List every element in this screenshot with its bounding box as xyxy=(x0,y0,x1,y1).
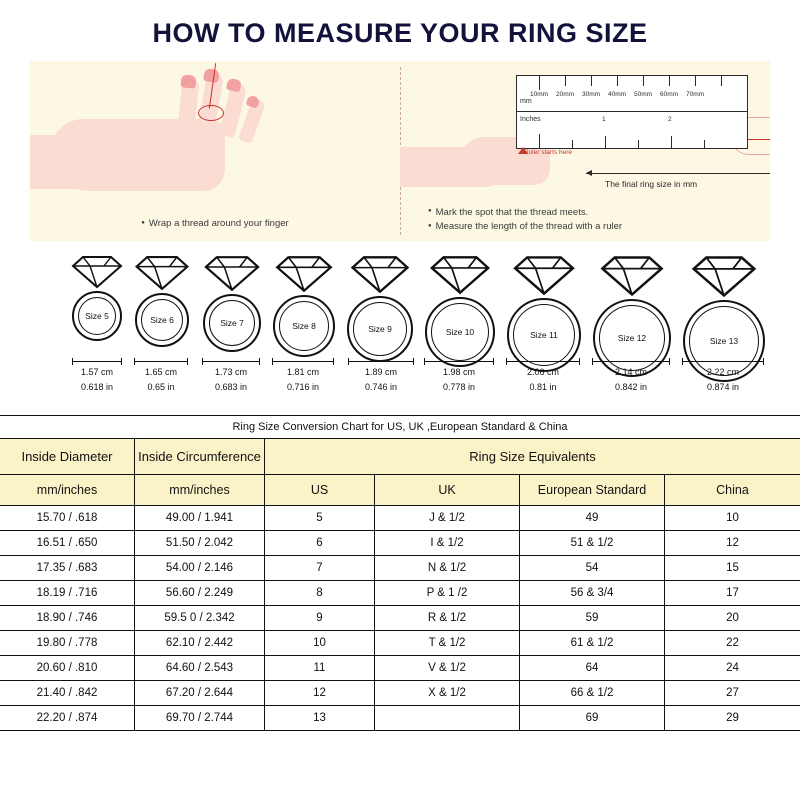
ruler-inch-row: 1 2 xyxy=(517,112,747,148)
cell-diameter: 16.51 / .650 xyxy=(0,531,135,556)
cell-uk: T & 1/2 xyxy=(375,631,520,656)
cell-uk: N & 1/2 xyxy=(375,556,520,581)
dimension-bar xyxy=(424,361,494,362)
diamond-icon xyxy=(134,255,190,291)
ring-dimension: 1.89 cm 0.746 in xyxy=(364,367,398,392)
cell-circumference: 54.00 / 2.146 xyxy=(135,556,265,581)
cell-uk: P & 1 /2 xyxy=(375,581,520,606)
subheader-diameter-units: mm/inches xyxy=(0,475,135,506)
ring-circle: Size 5 xyxy=(72,291,122,341)
cell-circumference: 62.10 / 2.442 xyxy=(135,631,265,656)
table-row xyxy=(0,656,800,681)
ring-dimension: 1.81 cm 0.716 in xyxy=(286,367,320,392)
cell-uk: J & 1/2 xyxy=(375,506,520,531)
diamond-icon xyxy=(349,255,411,294)
ring-item xyxy=(584,255,680,377)
cell-us: 12 xyxy=(265,681,375,706)
cell-us: 13 xyxy=(265,706,375,731)
table-row xyxy=(0,631,800,656)
table-row xyxy=(0,606,800,631)
ruler-tick xyxy=(617,76,618,86)
ring-circle: Size 9 xyxy=(347,296,413,362)
table-row xyxy=(0,531,800,556)
illustration-right-hand xyxy=(400,61,770,241)
cell-diameter: 19.80 / .778 xyxy=(0,631,135,656)
ring-item xyxy=(194,255,270,352)
ruler-tick xyxy=(539,134,540,148)
ring-item xyxy=(498,255,590,372)
ring-item xyxy=(674,255,774,382)
thread-loop xyxy=(198,105,224,121)
cell-circumference: 59.5 0 / 2.342 xyxy=(135,606,265,631)
right-caption-bullet xyxy=(428,207,436,218)
ring-circle: Size 6 xyxy=(135,293,189,347)
ruler-start-arrow-icon xyxy=(518,147,528,154)
ring-item xyxy=(64,255,130,341)
ruler-mm-row: 10mm 20mm 30mm 40mm 50mm 60mm 70mm xyxy=(517,76,747,112)
ring-dimension: 1.73 cm 0.683 in xyxy=(214,367,248,392)
ruler-tick xyxy=(695,76,696,86)
left-caption-bullet xyxy=(141,218,149,229)
ring-item xyxy=(338,255,422,362)
cell-us: 10 xyxy=(265,631,375,656)
dimension-bar xyxy=(72,361,122,362)
cell-diameter: 18.19 / .716 xyxy=(0,581,135,606)
cell-us: 8 xyxy=(265,581,375,606)
ring-item xyxy=(264,255,344,357)
table-caption: Ring Size Conversion Chart for US, UK ,European Standard & China xyxy=(0,416,800,439)
page-title: HOW TO MEASURE YOUR RING SIZE xyxy=(152,18,648,48)
conversion-table xyxy=(0,415,800,731)
cell-us: 9 xyxy=(265,606,375,631)
table-sub-header-row xyxy=(0,475,800,506)
measure-arrow xyxy=(586,173,770,174)
ruler-tick xyxy=(704,140,705,148)
ruler-tick xyxy=(591,76,592,86)
dimension-bar xyxy=(506,361,580,362)
cell-china: 22 xyxy=(665,631,800,656)
illustration-left-hand xyxy=(30,61,400,241)
ring-dimension: 2.22 cm 0.874 in xyxy=(706,367,740,392)
header-equivalents: Ring Size Equivalents xyxy=(265,439,800,475)
cell-china: 15 xyxy=(665,556,800,581)
cell-us: 11 xyxy=(265,656,375,681)
cell-china: 20 xyxy=(665,606,800,631)
dimension-bar xyxy=(202,361,260,362)
dimension-bar xyxy=(134,361,188,362)
ring-dimension: 1.65 cm 0.65 in xyxy=(144,367,177,392)
diamond-icon xyxy=(598,255,666,297)
dimension-bar xyxy=(682,361,764,362)
cell-china: 24 xyxy=(665,656,800,681)
cell-diameter: 17.35 / .683 xyxy=(0,556,135,581)
ruler-inches-label: Inches xyxy=(520,116,541,123)
ring-item xyxy=(126,255,198,347)
left-caption: ● Wrap a thread around your finger xyxy=(30,218,400,229)
subheader-us: US xyxy=(265,475,375,506)
ring-circle: Size 11 xyxy=(507,298,581,372)
illustration-band xyxy=(30,61,770,241)
header-inside-circumference: Inside Circumference xyxy=(135,439,265,475)
table-group-header-row xyxy=(0,439,800,475)
ruler-tick xyxy=(671,136,672,148)
diamond-icon xyxy=(274,255,334,293)
table-row xyxy=(0,506,800,531)
subheader-european: European Standard xyxy=(520,475,665,506)
subheader-china: China xyxy=(665,475,800,506)
cell-us: 7 xyxy=(265,556,375,581)
cell-circumference: 49.00 / 1.941 xyxy=(135,506,265,531)
cell-china: 27 xyxy=(665,681,800,706)
ruler-tick xyxy=(669,76,670,86)
right-captions xyxy=(400,206,770,235)
cell-diameter: 21.40 / .842 xyxy=(0,681,135,706)
subheader-circumference-units: mm/inches xyxy=(135,475,265,506)
table-row xyxy=(0,581,800,606)
right-caption-bullet xyxy=(428,221,436,232)
cell-uk: V & 1/2 xyxy=(375,656,520,681)
ruler-tick xyxy=(572,140,573,148)
cell-eu: 56 & 3/4 xyxy=(520,581,665,606)
cell-uk: I & 1/2 xyxy=(375,531,520,556)
cell-circumference: 64.60 / 2.543 xyxy=(135,656,265,681)
ruler-tick xyxy=(721,76,722,86)
ruler xyxy=(516,75,748,149)
ruler-tick xyxy=(605,136,606,148)
cell-eu: 59 xyxy=(520,606,665,631)
cell-eu: 54 xyxy=(520,556,665,581)
cell-diameter: 22.20 / .874 xyxy=(0,706,135,731)
ring-circle: Size 7 xyxy=(203,294,261,352)
cell-china: 17 xyxy=(665,581,800,606)
dimension-bar xyxy=(592,361,670,362)
nail-middle xyxy=(203,68,220,83)
cell-us: 6 xyxy=(265,531,375,556)
cell-circumference: 56.60 / 2.249 xyxy=(135,581,265,606)
ring-circle: Size 12 xyxy=(593,299,671,377)
ring-dimension: 1.98 cm 0.778 in xyxy=(442,367,476,392)
nail-index xyxy=(180,74,196,88)
ring-item xyxy=(416,255,504,367)
cell-circumference: 69.70 / 2.744 xyxy=(135,706,265,731)
table-row xyxy=(0,556,800,581)
ring-dimension: 2.14 cm 0.842 in xyxy=(614,367,648,392)
diamond-icon xyxy=(203,255,261,292)
cell-circumference: 51.50 / 2.042 xyxy=(135,531,265,556)
cell-diameter: 15.70 / .618 xyxy=(0,506,135,531)
diamond-icon xyxy=(689,255,759,298)
ruler-tick xyxy=(565,76,566,86)
cell-china: 29 xyxy=(665,706,800,731)
cell-eu: 66 & 1/2 xyxy=(520,681,665,706)
cell-eu: 51 & 1/2 xyxy=(520,531,665,556)
ring-circle: Size 10 xyxy=(425,297,495,367)
nail-ring xyxy=(226,77,242,92)
cell-us: 5 xyxy=(265,506,375,531)
cell-diameter: 18.90 / .746 xyxy=(0,606,135,631)
ring-size-diagram xyxy=(22,255,778,415)
ring-circle: Size 8 xyxy=(273,295,335,357)
dimension-bar xyxy=(272,361,334,362)
cell-china: 12 xyxy=(665,531,800,556)
diamond-icon xyxy=(71,255,123,289)
cell-eu: 64 xyxy=(520,656,665,681)
ring-dimension: 1.57 cm 0.618 in xyxy=(80,367,114,392)
ruler-mm-label: mm xyxy=(520,98,532,105)
cell-circumference: 67.20 / 2.644 xyxy=(135,681,265,706)
header-inside-diameter: Inside Diameter xyxy=(0,439,135,475)
right-caption-1: ● Mark the spot that the thread meets. xyxy=(428,206,770,221)
diamond-icon xyxy=(428,255,492,295)
dimension-bar xyxy=(348,361,414,362)
ring-dimension: 2.06 cm 0.81 in xyxy=(526,367,559,392)
cell-uk: R & 1/2 xyxy=(375,606,520,631)
ruler-tick xyxy=(638,140,639,148)
diamond-icon xyxy=(511,255,577,296)
cell-eu: 69 xyxy=(520,706,665,731)
cell-eu: 49 xyxy=(520,506,665,531)
subheader-uk: UK xyxy=(375,475,520,506)
ruler-tick xyxy=(539,76,540,90)
table-row xyxy=(0,706,800,731)
cell-china: 10 xyxy=(665,506,800,531)
measure-note: The final ring size in mm xyxy=(605,179,698,189)
cell-eu: 61 & 1/2 xyxy=(520,631,665,656)
table-caption-row xyxy=(0,416,800,439)
ring-circle: Size 13 xyxy=(683,300,765,382)
cell-diameter: 20.60 / .810 xyxy=(0,656,135,681)
right-caption-2: ● Measure the length of the thread with a ruler xyxy=(428,220,770,235)
cell-uk xyxy=(375,706,520,731)
table-row xyxy=(0,681,800,706)
ruler-tick xyxy=(643,76,644,86)
ruler-start-note: Ruler starts here xyxy=(523,149,572,156)
cell-uk: X & 1/2 xyxy=(375,681,520,706)
